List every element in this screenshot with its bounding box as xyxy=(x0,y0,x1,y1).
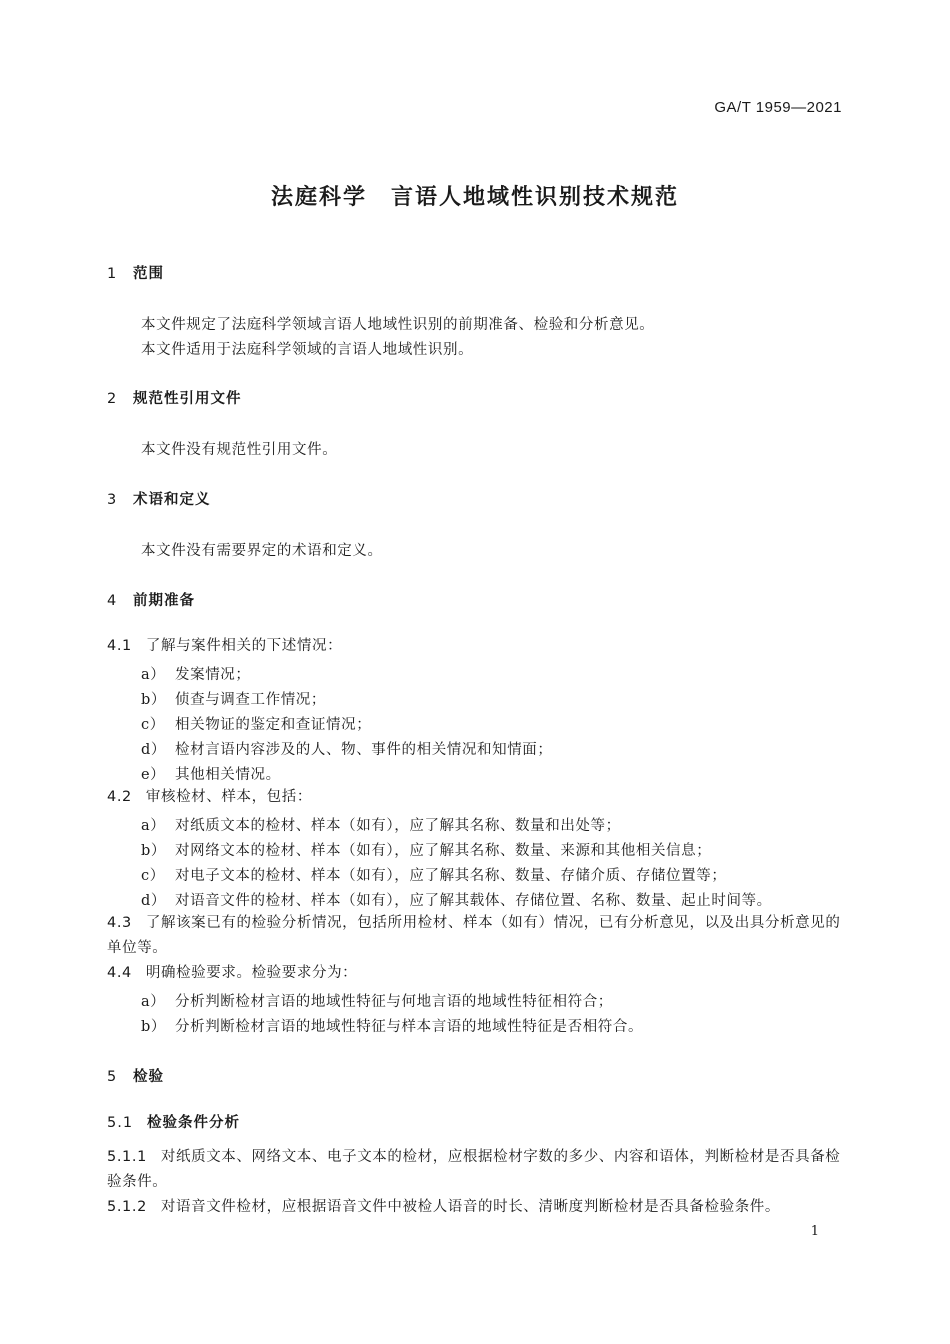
section-title: 范围 xyxy=(133,266,164,282)
list-item xyxy=(141,688,326,709)
item-marker: e） xyxy=(141,767,166,783)
item-text: 检材言语内容涉及的人、物、事件的相关情况和知情面； xyxy=(175,742,553,758)
section-title: 规范性引用文件 xyxy=(133,391,242,407)
item-text: 相关物证的鉴定和查证情况； xyxy=(175,717,372,733)
item-text: 其他相关情况。 xyxy=(175,767,281,783)
item-marker: b） xyxy=(141,1019,166,1035)
page-number: 1 xyxy=(810,1224,819,1239)
clause-number: 4.1 xyxy=(107,638,132,654)
list-item xyxy=(141,990,613,1011)
subsection-title: 检验条件分析 xyxy=(147,1115,240,1131)
item-marker: b） xyxy=(141,692,166,708)
item-text: 对语音文件的检材、样本（如有），应了解其载体、存储位置、名称、数量、起止时间等。 xyxy=(175,893,772,909)
item-text: 发案情况； xyxy=(175,667,251,683)
clause-4-4 xyxy=(107,961,845,986)
section-number: 5 xyxy=(107,1069,118,1085)
clause-text: 审核检材、样本，包括： xyxy=(145,789,312,805)
section-4-heading xyxy=(107,589,195,610)
section-number: 4 xyxy=(107,593,118,609)
item-marker: d） xyxy=(141,742,166,758)
clause-4-1 xyxy=(107,634,845,659)
section-2-heading xyxy=(107,387,242,408)
item-marker: a） xyxy=(141,818,166,834)
section-number: 1 xyxy=(107,266,118,282)
clause-text: 了解与案件相关的下述情况： xyxy=(145,638,343,654)
list-item xyxy=(141,814,621,835)
item-marker: a） xyxy=(141,994,166,1010)
list-item xyxy=(141,889,772,910)
clause-text: 明确检验要求。检验要求分为： xyxy=(145,965,358,981)
section-3-heading xyxy=(107,488,211,509)
item-text: 分析判断检材言语的地域性特征与何地言语的地域性特征相符合； xyxy=(175,994,613,1010)
list-item xyxy=(141,763,281,784)
item-marker: c） xyxy=(141,717,165,733)
paragraph: 本文件规定了法庭科学领域言语人地域性识别的前期准备、检验和分析意见。 xyxy=(141,317,655,333)
list-item xyxy=(141,1015,643,1036)
item-text: 分析判断检材言语的地域性特征与样本言语的地域性特征是否相符合。 xyxy=(175,1019,644,1035)
clause-5-1-1 xyxy=(107,1145,845,1195)
section-number: 3 xyxy=(107,492,118,508)
list-item xyxy=(141,713,371,734)
item-marker: c） xyxy=(141,868,165,884)
list-item xyxy=(141,864,726,885)
paragraph: 本文件没有规范性引用文件。 xyxy=(141,442,338,458)
paragraph: 本文件适用于法庭科学领域的言语人地域性识别。 xyxy=(141,342,474,358)
item-text: 对电子文本的检材、样本（如有），应了解其名称、数量、存储介质、存储位置等； xyxy=(175,868,727,884)
item-text: 对网络文本的检材、样本（如有），应了解其名称、数量、来源和其他相关信息； xyxy=(175,843,712,859)
item-marker: b） xyxy=(141,843,166,859)
clause-number: 4.3 xyxy=(107,915,132,931)
section-title: 前期准备 xyxy=(133,593,195,609)
item-text: 侦查与调查工作情况； xyxy=(175,692,326,708)
clause-text: 对纸质文本、网络文本、电子文本的检材，应根据检材字数的多少、内容和语体，判断检材是否具备检验条件。 xyxy=(107,1149,841,1190)
clause-number: 5.1.2 xyxy=(107,1199,147,1215)
clause-number: 4.4 xyxy=(107,965,132,981)
clause-number: 4.2 xyxy=(107,789,132,805)
list-item xyxy=(141,663,251,684)
section-5-heading xyxy=(107,1065,164,1086)
section-1-heading xyxy=(107,262,164,283)
item-text: 对纸质文本的检材、样本（如有），应了解其名称、数量和出处等； xyxy=(175,818,621,834)
section-title: 检验 xyxy=(133,1069,164,1085)
standard-code: GA/T 1959—2021 xyxy=(714,99,842,116)
list-item xyxy=(141,839,711,860)
clause-5-1-2 xyxy=(107,1195,845,1220)
clause-4-2 xyxy=(107,785,845,810)
section-number: 2 xyxy=(107,391,118,407)
clause-number: 5.1.1 xyxy=(107,1149,147,1165)
paragraph: 本文件没有需要界定的术语和定义。 xyxy=(141,543,383,559)
clause-text: 对语音文件检材，应根据语音文件中被检人语音的时长、清晰度判断检材是否具备检验条件。 xyxy=(160,1199,781,1215)
clause-text: 了解该案已有的检验分析情况，包括所用检材、样本（如有）情况，已有分析意见，以及出具分析意见的单位等。 xyxy=(107,915,841,956)
item-marker: a） xyxy=(141,667,166,683)
document-title: 法庭科学 言语人地域性识别技术规范 xyxy=(270,185,679,210)
item-marker: d） xyxy=(141,893,166,909)
section-title: 术语和定义 xyxy=(133,492,211,508)
subsection-5-1-heading xyxy=(107,1111,240,1132)
list-item xyxy=(141,738,553,759)
clause-4-3 xyxy=(107,911,845,961)
subsection-number: 5.1 xyxy=(107,1115,134,1131)
